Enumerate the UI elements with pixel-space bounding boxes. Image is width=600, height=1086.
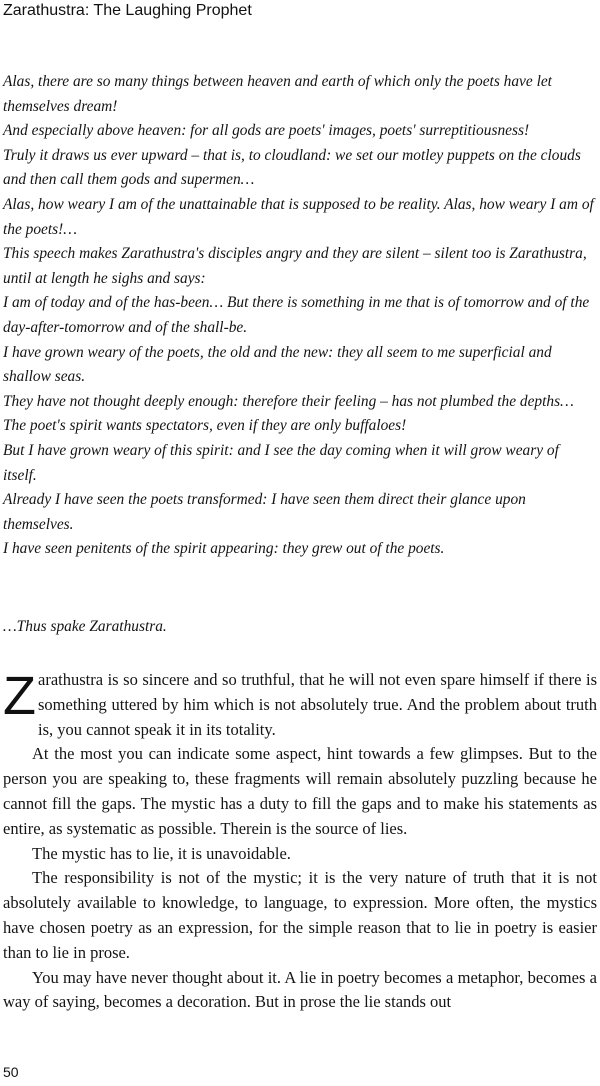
body-paragraph bbox=[3, 668, 597, 742]
body-text bbox=[3, 668, 597, 1015]
quote-paragraph: This speech makes Zarathustra's disciples angry and they are silent – silent too is Zarathustra, until at length he sighs and says: bbox=[3, 245, 587, 287]
first-paragraph-text: arathustra is so sincere and so truthful, that he will not even spare himself if there is something uttered by him which is not absolutely true. And the problem about truth is, you cannot speak it in its totality. bbox=[38, 670, 597, 739]
quote-paragraph: I am of today and of the has-been… But there is something in me that is of tomorrow and of the day-after-tomorrow and of the shall-be. bbox=[3, 294, 590, 336]
body-paragraph: At the most you can indicate some aspect, hint towards a few glimpses. But to the person you are speaking to, these fragments will remain absolutely puzzling because he cannot fill the gaps. The mystic has a duty to fill the gaps and to make his statements as entire, as systematic as possible. Therein is the source of lies. bbox=[3, 744, 597, 838]
body-paragraph: You may have never thought about it. A lie in poetry becomes a metaphor, becomes a way of saying, becomes a decoration. But in prose the lie stands out bbox=[3, 967, 597, 1012]
quote-paragraph: Already I have seen the poets transformed: I have seen them direct their glance upon themselves. bbox=[3, 491, 526, 533]
quote-paragraph: Alas, there are so many things between heaven and earth of which only the poets have let themselves dream! bbox=[3, 73, 552, 115]
quote-paragraph: Truly it draws us ever upward – that is, to cloudland: we set our motley puppets on the clouds and then call them gods and supermen… bbox=[3, 146, 581, 189]
quote-paragraph: The poet's spirit wants spectators, even if they are only buffaloes! bbox=[3, 417, 407, 435]
running-head: Zarathustra: The Laughing Prophet bbox=[3, 2, 252, 19]
body-paragraph: The mystic has to lie, it is unavoidable. bbox=[32, 843, 291, 863]
quote-paragraph: They have not thought deeply enough: therefore their feeling – has not plumbed the depths… bbox=[3, 392, 574, 410]
body-paragraph: The responsibility is not of the mystic; it is the very nature of truth that it is not absolutely available to knowledge, to language, to expression. More often, the mystics have chosen poetry as an expression, for the simple reason that to lie in poetry is easier than to lie in prose. bbox=[3, 868, 597, 962]
drop-cap: Z bbox=[3, 666, 36, 726]
quote-paragraph: Alas, how weary I am of the unattainable that is supposed to be reality. Alas, how weary I am of the poets!… bbox=[3, 195, 594, 238]
quote-paragraph: But I have grown weary of this spirit: and I see the day coming when it will grow weary of itself. bbox=[3, 441, 559, 484]
quote-paragraph: I have grown weary of the poets, the old and the new: they all seem to me superficial and shallow seas. bbox=[3, 343, 552, 386]
quote-paragraph: And especially above heaven: for all gods are poets' images, poets' surreptitiousness! bbox=[3, 122, 530, 140]
quoted-passage bbox=[3, 70, 596, 562]
quote-paragraph: I have seen penitents of the spirit appearing: they grew out of the poets. bbox=[3, 540, 445, 558]
page-number: 50 bbox=[3, 1064, 19, 1080]
quote-signoff: …Thus spake Zarathustra. bbox=[3, 618, 167, 635]
